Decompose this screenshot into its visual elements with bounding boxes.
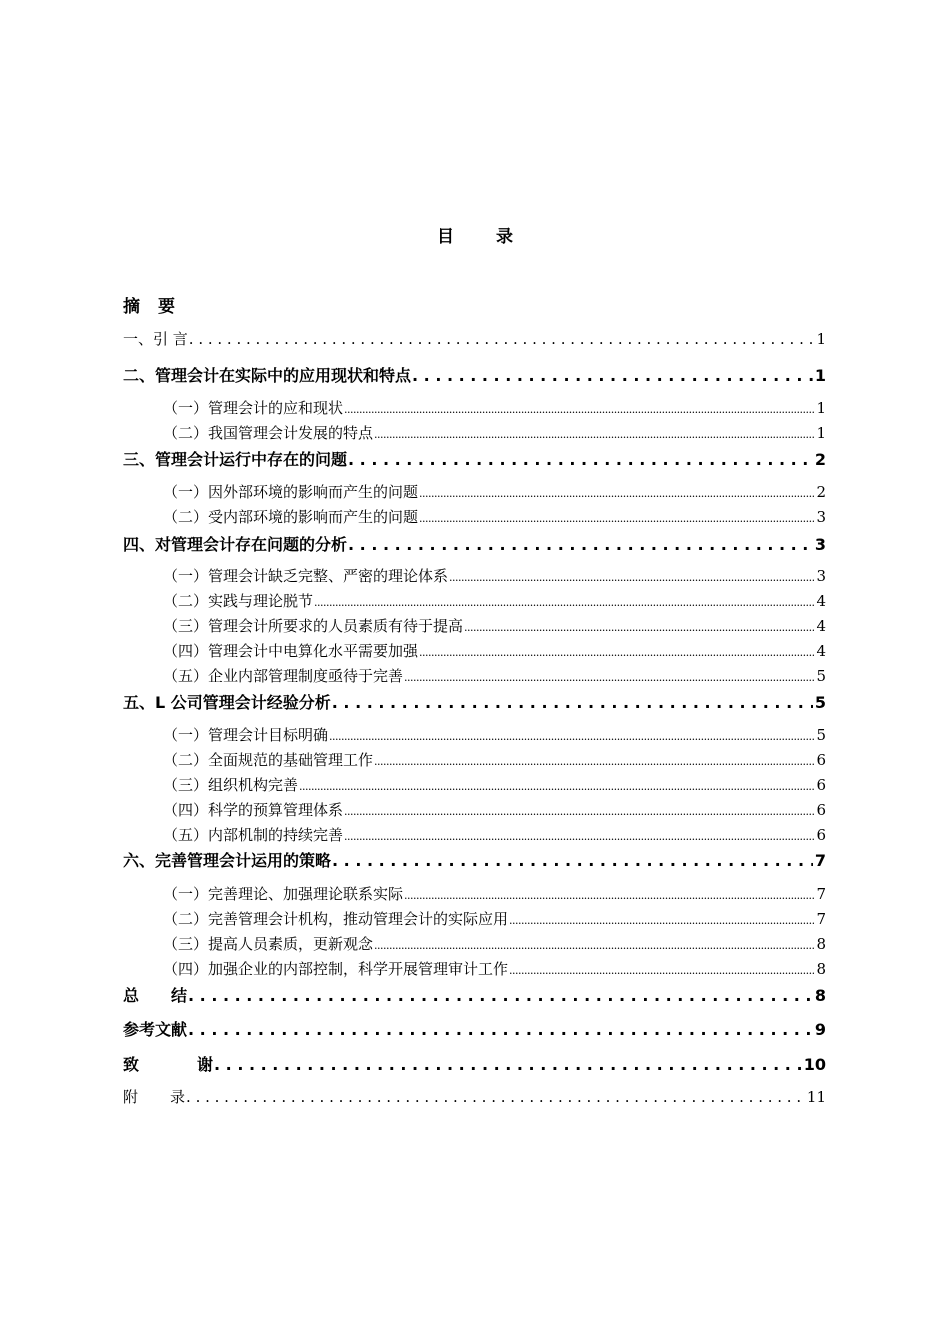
toc-entry[interactable] bbox=[163, 422, 826, 443]
toc-dot-leader bbox=[314, 596, 814, 609]
toc-entry-page-number: 8 bbox=[816, 935, 826, 953]
toc-dot-leader bbox=[299, 780, 814, 793]
toc-dot-leader bbox=[404, 671, 814, 684]
toc-entry-page-number: 10 bbox=[803, 1055, 826, 1074]
toc-entry-label: （三）管理会计所要求的人员素质有待于提高 bbox=[163, 617, 464, 635]
toc-entry[interactable] bbox=[123, 447, 826, 470]
toc-entry-label: （二）受内部环境的影响而产生的问题 bbox=[163, 508, 419, 526]
abstract-heading bbox=[123, 292, 175, 317]
toc-dot-leader bbox=[348, 535, 813, 554]
toc-dot-leader bbox=[332, 693, 813, 712]
toc-entry-page-number: 6 bbox=[816, 776, 826, 794]
toc-entry[interactable] bbox=[163, 724, 826, 745]
toc-dot-leader bbox=[374, 428, 814, 441]
toc-entry-label: 三、管理会计运行中存在的问题 bbox=[123, 450, 348, 469]
toc-entry[interactable] bbox=[163, 824, 826, 845]
toc-entry-page-number: 2 bbox=[814, 450, 826, 469]
toc-entry-page-number: 5 bbox=[814, 693, 826, 712]
toc-entry-page-number: 6 bbox=[816, 751, 826, 769]
toc-dot-leader bbox=[509, 914, 814, 927]
toc-entry[interactable] bbox=[163, 774, 826, 795]
toc-entry-page-number: 2 bbox=[816, 483, 826, 501]
toc-dot-leader bbox=[332, 851, 813, 870]
toc-heading-left: 目 bbox=[437, 227, 454, 247]
toc-entry-page-number: 4 bbox=[816, 642, 826, 660]
toc-dot-leader bbox=[188, 986, 813, 1005]
toc-entry-page-number: 7 bbox=[814, 851, 826, 870]
toc-heading bbox=[0, 222, 950, 247]
toc-dot-leader bbox=[344, 403, 814, 416]
toc-dot-leader bbox=[419, 646, 814, 659]
toc-entry-page-number: 7 bbox=[816, 885, 826, 903]
toc-entry[interactable] bbox=[163, 590, 826, 611]
toc-entry-label: 五、L 公司管理会计经验分析 bbox=[123, 693, 331, 712]
toc-entry-label: 六、完善管理会计运用的策略 bbox=[123, 851, 332, 870]
toc-entry[interactable] bbox=[163, 640, 826, 661]
toc-entry[interactable] bbox=[123, 983, 826, 1006]
toc-entry-label: （五）企业内部管理制度亟待于完善 bbox=[163, 667, 404, 685]
toc-entry-page-number: 1 bbox=[814, 366, 826, 385]
toc-entry[interactable] bbox=[123, 532, 826, 555]
toc-dot-leader bbox=[344, 805, 814, 818]
toc-entry-label: （二）实践与理论脱节 bbox=[163, 592, 314, 610]
toc-entry[interactable] bbox=[163, 749, 826, 770]
abstract-heading-left: 摘 bbox=[123, 297, 140, 317]
toc-entry-page-number: 1 bbox=[816, 399, 826, 417]
abstract-heading-right: 要 bbox=[158, 297, 175, 317]
toc-entry[interactable] bbox=[123, 1052, 826, 1075]
toc-entry-label: （三）组织机构完善 bbox=[163, 776, 299, 794]
toc-entry-page-number: 3 bbox=[814, 535, 826, 554]
toc-entry-label: 二、管理会计在实际中的应用现状和特点 bbox=[123, 366, 412, 385]
toc-entry-label: 一、引 言 bbox=[123, 330, 188, 348]
toc-entry[interactable] bbox=[163, 665, 826, 686]
toc-dot-leader bbox=[329, 730, 814, 743]
toc-dot-leader bbox=[449, 571, 814, 584]
toc-dot-leader bbox=[374, 755, 814, 768]
toc-entry[interactable] bbox=[163, 506, 826, 527]
toc-dot-leader bbox=[188, 1020, 813, 1039]
toc-entry[interactable] bbox=[163, 908, 826, 929]
toc-entry-page-number: 11 bbox=[806, 1088, 826, 1106]
toc-entry-label: 四、对管理会计存在问题的分析 bbox=[123, 535, 348, 554]
toc-entry[interactable] bbox=[163, 799, 826, 820]
toc-entry-label: 附 录 bbox=[123, 1088, 186, 1106]
toc-entry-label: （二）全面规范的基础管理工作 bbox=[163, 751, 374, 769]
toc-entry-label: （四）管理会计中电算化水平需要加强 bbox=[163, 642, 419, 660]
toc-entry-page-number: 5 bbox=[816, 667, 826, 685]
toc-dot-leader bbox=[404, 889, 814, 902]
toc-entry[interactable] bbox=[163, 615, 826, 636]
toc-entry-label: （二）我国管理会计发展的特点 bbox=[163, 424, 374, 442]
toc-entry-page-number: 9 bbox=[814, 1020, 826, 1039]
toc-entry[interactable] bbox=[163, 883, 826, 904]
toc-entry-label: （一）管理会计目标明确 bbox=[163, 726, 329, 744]
toc-entry[interactable] bbox=[163, 933, 826, 954]
toc-entry[interactable] bbox=[123, 328, 826, 349]
toc-entry-label: （四）科学的预算管理体系 bbox=[163, 801, 344, 819]
toc-entry-page-number: 6 bbox=[816, 801, 826, 819]
toc-entry-page-number: 5 bbox=[816, 726, 826, 744]
toc-entry-label: （五）内部机制的持续完善 bbox=[163, 826, 344, 844]
toc-dot-leader bbox=[348, 450, 813, 469]
toc-dot-leader bbox=[344, 830, 814, 843]
toc-dot-leader bbox=[374, 939, 814, 952]
toc-entry-page-number: 7 bbox=[816, 910, 826, 928]
toc-entry-page-number: 8 bbox=[816, 960, 826, 978]
toc-entry-page-number: 6 bbox=[816, 826, 826, 844]
toc-entry-label: （一）完善理论、加强理论联系实际 bbox=[163, 885, 404, 903]
toc-entry-page-number: 3 bbox=[816, 508, 826, 526]
toc-entry-label: （一）管理会计缺乏完整、严密的理论体系 bbox=[163, 567, 449, 585]
toc-entry-page-number: 4 bbox=[816, 592, 826, 610]
toc-entry[interactable] bbox=[163, 565, 826, 586]
toc-entry-page-number: 3 bbox=[816, 567, 826, 585]
toc-dot-leader bbox=[509, 964, 814, 977]
toc-entry-page-number: 1 bbox=[816, 330, 826, 348]
toc-heading-right: 录 bbox=[496, 227, 513, 247]
toc-dot-leader bbox=[214, 1055, 802, 1074]
toc-entry-label: 参考文献 bbox=[123, 1020, 188, 1039]
toc-entry-page-number: 4 bbox=[816, 617, 826, 635]
toc-entry-page-number: 1 bbox=[816, 424, 826, 442]
toc-entry-label: （三）提高人员素质，更新观念 bbox=[163, 935, 374, 953]
toc-entry[interactable] bbox=[123, 363, 826, 386]
toc-dot-leader bbox=[186, 1088, 805, 1106]
toc-entry[interactable] bbox=[123, 1086, 826, 1107]
toc-entry-label: （一）因外部环境的影响而产生的问题 bbox=[163, 483, 419, 501]
toc-entry[interactable] bbox=[123, 1017, 826, 1040]
toc-entry[interactable] bbox=[163, 397, 826, 418]
toc-dot-leader bbox=[419, 487, 814, 500]
toc-dot-leader bbox=[464, 621, 814, 634]
toc-entry[interactable] bbox=[123, 690, 826, 713]
toc-entry-label: 总 结 bbox=[123, 986, 188, 1005]
toc-dot-leader bbox=[189, 330, 815, 348]
toc-entry[interactable] bbox=[123, 848, 826, 871]
toc-dot-leader bbox=[412, 366, 813, 385]
toc-dot-leader bbox=[419, 512, 814, 525]
toc-entry-label: （四）加强企业的内部控制，科学开展管理审计工作 bbox=[163, 960, 509, 978]
toc-entry-label: 致 谢 bbox=[123, 1055, 214, 1074]
toc-entry-label: （一）管理会计的应和现状 bbox=[163, 399, 344, 417]
toc-entry-label: （二）完善管理会计机构，推动管理会计的实际应用 bbox=[163, 910, 509, 928]
toc-entry[interactable] bbox=[163, 958, 826, 979]
toc-entry[interactable] bbox=[163, 481, 826, 502]
toc-entry-page-number: 8 bbox=[814, 986, 826, 1005]
